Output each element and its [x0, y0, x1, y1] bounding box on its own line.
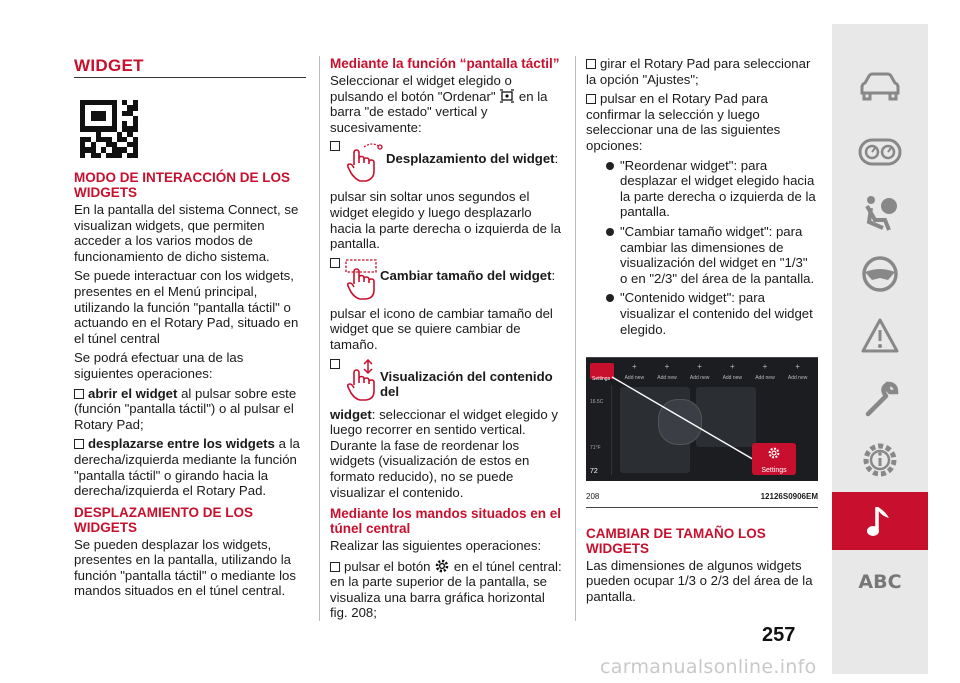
paragraph: pulsar el icono de cambiar tamaño del widget que se quiere cambiar de tamaño.: [330, 305, 553, 352]
sidebar-item-warning[interactable]: [832, 308, 928, 364]
column-3: [586, 56, 818, 608]
checkbox-bullet-icon: [330, 359, 340, 369]
steering-wheel-icon: [860, 254, 900, 294]
hand-scroll-icon: [344, 359, 384, 401]
wrench-icon: [860, 378, 900, 418]
column-1: [74, 56, 306, 603]
option-item: "Cambiar tamaño widget": para cambiar las dimensiones de visualización del widget en "1/3" o en "2/3" del área de la pantalla.: [586, 224, 818, 286]
section-title: WIDGET: [74, 56, 144, 75]
car-icon: [857, 71, 903, 105]
sidebar-item-safety[interactable]: [832, 184, 928, 240]
hand-resize-icon: [344, 258, 384, 300]
heading-tunnel-controls: Mediante los mandos situados en el túnel central: [330, 506, 562, 537]
music-note-icon: [865, 503, 895, 539]
chapter-sidebar: [832, 24, 928, 674]
bullet-dot-icon: [606, 294, 614, 302]
heading-resize: CAMBIAR DE TAMAÑO LOS WIDGETS: [586, 525, 766, 556]
add-new-slot: + Add new: [787, 362, 808, 382]
watermark: carmanualsonline.info: [600, 656, 817, 678]
sidebar-item-car[interactable]: [832, 60, 928, 116]
content-widget-label: Visualización del contenido del: [380, 368, 553, 400]
figure-caption: 208 12126S0906EM: [586, 492, 818, 502]
column-divider: [319, 56, 320, 621]
option-item: "Reordenar widget": para desplazar el widget elegido hacia la parte derecha o izquierda de la pantalla.: [586, 158, 818, 220]
sidebar-item-maintenance[interactable]: [832, 370, 928, 426]
checkbox-bullet-icon: [74, 389, 84, 399]
paragraph: Se pueden desplazar los widgets, presentes en la pantalla, utilizando la función "pantalla táctil" o mediante los mandos situados en el túnel central.: [74, 536, 296, 599]
airbag-icon: [857, 192, 903, 232]
column-2: [330, 56, 562, 625]
checkbox-bullet-icon: [586, 59, 596, 69]
reorder-icon: [499, 89, 515, 103]
sidebar-item-technical[interactable]: [832, 432, 928, 488]
bullet-dot-icon: [606, 162, 614, 170]
add-new-slot: + Add new: [722, 362, 743, 382]
list-item: desplazarse entre los widgets a la derecha/izquierda mediante la función "pantalla táctil" o girando hacia la derecha/izquierda el Rotary Pad.: [74, 436, 300, 499]
dashboard-icon: [857, 135, 903, 169]
checkbox-bullet-icon: [330, 562, 340, 572]
checkbox-bullet-icon: [330, 258, 340, 268]
list-item: pulsar el botón en el túnel central: en la parte superior de la pantalla, se visualiza una barra gráfica horizontal fig. 208;: [330, 558, 562, 621]
icon-row-move: [330, 139, 562, 183]
figure-208-screen: Settings + Add new + Add new + Add new + Add new + Add new + Add new 16.5C 71°F 72 Settings: [586, 357, 818, 481]
option-item: "Contenido widget": para visualizar el contenido del widget elegido.: [586, 290, 818, 337]
add-new-slot: + Add new: [624, 362, 645, 382]
paragraph: Se podrá efectuar una de las siguientes operaciones:: [74, 350, 244, 381]
list-item: abrir el widget al pulsar sobre este (función "pantalla táctil") o al pulsar el Rotary Pad;: [74, 385, 297, 432]
heading-interaction-modes: MODO DE INTERACCIÓN DE LOS WIDGETS: [74, 170, 291, 200]
add-new-slot: + Add new: [755, 362, 775, 382]
paragraph: Realizar las siguientes operaciones:: [330, 538, 542, 554]
figure-rule: [586, 507, 818, 508]
sidebar-item-dashboard[interactable]: [832, 124, 928, 180]
checkbox-bullet-icon: [74, 439, 84, 449]
bullet-dot-icon: [606, 228, 614, 236]
gear-info-icon: [860, 440, 900, 480]
add-new-slot: + Add new: [689, 362, 710, 382]
settings-gear-icon: [434, 558, 450, 574]
icon-row-resize: [330, 256, 562, 300]
paragraph: Se puede interactuar con los widgets, presentes en el Menú principal, utilizando la función "pantalla táctil" o actuando en el Rotary Pad, situado en el túnel central: [74, 268, 299, 346]
checkbox-bullet-icon: [330, 141, 340, 151]
list-item: pulsar en el Rotary Pad para confirmar la selección y luego seleccionar una de las siguientes opciones:: [586, 91, 781, 153]
resize-widget-label: Cambiar tamaño del widget:: [380, 267, 556, 283]
sidebar-item-steering[interactable]: [832, 246, 928, 302]
paragraph: pulsar sin soltar unos segundos el widget elegido y luego desplazarlo hacia la parte derecha o izquierda de la pantalla.: [330, 189, 561, 252]
move-widget-label: Desplazamiento del widget:: [386, 151, 559, 167]
icon-row-content: [330, 357, 562, 401]
paragraph: Seleccionar el widget elegido o pulsando el botón "Ordenar" en la barra "de estado" vertical y sucesivamente:: [330, 73, 548, 135]
sidebar-item-index[interactable]: [832, 554, 928, 610]
column-divider: [575, 56, 576, 621]
list-item: girar el Rotary Pad para seleccionar la opción "Ajustes";: [586, 56, 811, 87]
settings-button-zoom[interactable]: Settings: [752, 443, 796, 475]
heading-widget-movement: DESPLAZAMIENTO DE LOS WIDGETS: [74, 504, 254, 535]
paragraph: En la pantalla del sistema Connect, se visualizan widgets, que permiten acceder a los varios modos de funcionamiento de dicho sistema.: [74, 202, 299, 264]
checkbox-bullet-icon: [586, 94, 596, 104]
qr-code[interactable]: [80, 100, 138, 158]
add-new-slot: + Add new: [657, 362, 677, 382]
heading-touchscreen: Mediante la función “pantalla táctil”: [330, 56, 560, 71]
abc-index-label: ABC: [858, 571, 902, 593]
paragraph: widget: seleccionar el widget elegido y luego recorrer en sentido vertical. Durante la fase de reordenar los widgets (visualización de estos en formato reducido), no se puede visualizar el contenido.: [330, 406, 558, 500]
gear-icon: [767, 446, 781, 460]
warning-icon: [860, 317, 900, 355]
title-underline: [74, 77, 306, 78]
sidebar-item-multimedia[interactable]: [832, 492, 928, 550]
hand-drag-icon: [344, 141, 384, 183]
page-number: 257: [762, 624, 796, 646]
paragraph: Las dimensiones de algunos widgets pueden ocupar 1/3 o 2/3 del área de la pantalla.: [586, 557, 813, 604]
